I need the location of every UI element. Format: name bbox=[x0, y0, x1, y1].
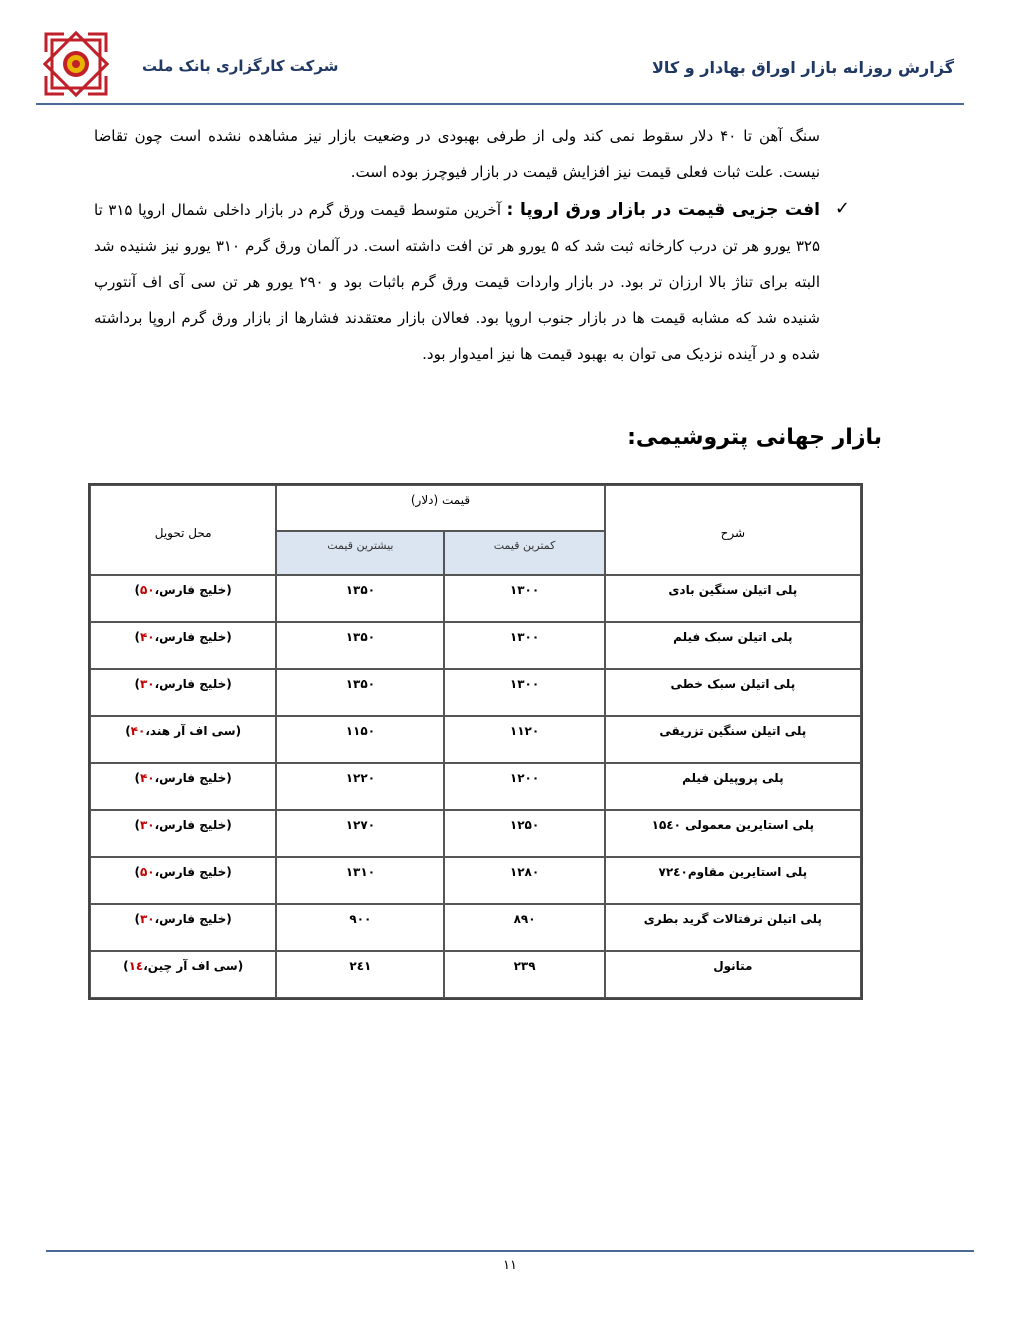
cell-min-price: ۱۲۰۰ bbox=[444, 763, 604, 810]
cell-min-price: ۲۳۹ bbox=[444, 951, 604, 998]
cell-min-price: ۱۱۲۰ bbox=[444, 716, 604, 763]
header-divider bbox=[36, 103, 964, 105]
delivery-close: ) bbox=[134, 771, 140, 785]
cell-product-name: پلی پروپیلن فیلم bbox=[605, 763, 861, 810]
cell-min-price: ۱۳۰۰ bbox=[444, 622, 604, 669]
report-title: گزارش روزانه بازار اوراق بهادار و کالا bbox=[651, 58, 954, 77]
table-row bbox=[90, 622, 861, 669]
cell-product-name: متانول bbox=[605, 951, 861, 998]
cell-max-price: ۹۰۰ bbox=[276, 904, 444, 951]
paragraph-europe-steel bbox=[94, 192, 820, 372]
cell-delivery bbox=[90, 622, 276, 669]
delivery-location: (خلیج فارس، bbox=[154, 865, 232, 879]
table-row bbox=[90, 951, 861, 998]
delivery-close: ) bbox=[134, 865, 140, 879]
cell-max-price: ۱۳۵۰ bbox=[276, 575, 444, 622]
delivery-location: (خلیج فارس، bbox=[154, 583, 232, 597]
cell-max-price: ۱۳۵۰ bbox=[276, 622, 444, 669]
cell-min-price: ۱۲۸۰ bbox=[444, 857, 604, 904]
cell-delivery bbox=[90, 575, 276, 622]
cell-delivery bbox=[90, 904, 276, 951]
cell-max-price: ۱۱۵۰ bbox=[276, 716, 444, 763]
column-header-price: قیمت (دلار) bbox=[276, 485, 604, 531]
cell-product-name: پلی استایرین معمولی ۱۵٤۰ bbox=[605, 810, 861, 857]
cell-product-name: پلی استایرین مقاوم۷۲٤۰ bbox=[605, 857, 861, 904]
section-title-petrochemical: بازار جهانی پتروشیمی: bbox=[627, 425, 882, 450]
table-row bbox=[90, 857, 861, 904]
cell-max-price: ۱۲۲۰ bbox=[276, 763, 444, 810]
delivery-close: ) bbox=[134, 912, 140, 926]
cell-delivery bbox=[90, 669, 276, 716]
delivery-location: (خلیج فارس، bbox=[154, 771, 232, 785]
cell-delivery bbox=[90, 763, 276, 810]
table-row bbox=[90, 575, 861, 622]
cell-product-name: پلی اتیلن سنگین بادی bbox=[605, 575, 861, 622]
column-header-delivery: محل تحویل bbox=[90, 485, 276, 575]
cell-min-price: ۱۲۵۰ bbox=[444, 810, 604, 857]
delivery-location: (خلیج فارس، bbox=[154, 630, 232, 644]
delivery-code: ۴۰ bbox=[130, 724, 146, 738]
table-row bbox=[90, 904, 861, 951]
cell-product-name: پلی اتیلن ترفتالات گرید بطری bbox=[605, 904, 861, 951]
delivery-code: ۵۰ bbox=[139, 583, 155, 597]
delivery-code: ۴۰ bbox=[139, 630, 155, 644]
delivery-location: (خلیج فارس، bbox=[154, 818, 232, 832]
delivery-location: (خلیج فارس، bbox=[154, 912, 232, 926]
delivery-location: (سی اف آر هند، bbox=[145, 724, 242, 738]
column-header-min-price: کمترین قیمت bbox=[444, 531, 604, 575]
delivery-code: ۱٤ bbox=[128, 959, 144, 973]
bank-mellat-logo-icon bbox=[40, 28, 112, 100]
table-row bbox=[90, 763, 861, 810]
delivery-close: ) bbox=[134, 630, 140, 644]
footer-divider bbox=[46, 1250, 974, 1252]
paragraph-europe-steel-heading: افت جزیی قیمت در بازار ورق اروپا : bbox=[506, 200, 820, 220]
table-row bbox=[90, 716, 861, 763]
delivery-location: (سی اف آر چین، bbox=[143, 959, 244, 973]
paragraph-iron-ore: سنگ آهن تا ۴۰ دلار سقوط نمی کند ولی از طرفی بهبودی در وضعیت بازار نیز مشاهده نشده است چون تقاضا نیست. علت ثبات فعلی قیمت نیز افزایش قیمت در بازار فیوچرز بوده است. bbox=[94, 127, 820, 181]
delivery-close: ) bbox=[134, 583, 140, 597]
cell-max-price: ۱۲۷۰ bbox=[276, 810, 444, 857]
delivery-location: (خلیج فارس، bbox=[154, 677, 232, 691]
delivery-code: ۳۰ bbox=[139, 912, 155, 926]
petrochemical-price-table bbox=[88, 483, 863, 1000]
delivery-close: ) bbox=[125, 724, 131, 738]
column-header-max-price: بیشترین قیمت bbox=[276, 531, 444, 575]
cell-min-price: ۱۳۰۰ bbox=[444, 669, 604, 716]
cell-product-name: پلی اتیلن سنگین تزریقی bbox=[605, 716, 861, 763]
delivery-close: ) bbox=[134, 677, 140, 691]
delivery-code: ۵۰ bbox=[139, 865, 155, 879]
cell-delivery bbox=[90, 716, 276, 763]
delivery-code: ۳۰ bbox=[139, 818, 155, 832]
delivery-code: ۳۰ bbox=[139, 677, 155, 691]
page-number: ۱۱ bbox=[503, 1258, 517, 1273]
cell-product-name: پلی اتیلن سبک فیلم bbox=[605, 622, 861, 669]
cell-product-name: پلی اتیلن سبک خطی bbox=[605, 669, 861, 716]
cell-delivery bbox=[90, 857, 276, 904]
cell-max-price: ۲٤۱ bbox=[276, 951, 444, 998]
delivery-close: ) bbox=[134, 818, 140, 832]
delivery-close: ) bbox=[123, 959, 129, 973]
cell-max-price: ۱۳۱۰ bbox=[276, 857, 444, 904]
company-name: شرکت کارگزاری بانک ملت bbox=[142, 57, 339, 75]
column-header-description: شرح bbox=[605, 485, 861, 575]
delivery-code: ۴۰ bbox=[139, 771, 155, 785]
cell-max-price: ۱۳۵۰ bbox=[276, 669, 444, 716]
checkmark-icon: ✓ bbox=[834, 198, 850, 219]
cell-min-price: ۸۹۰ bbox=[444, 904, 604, 951]
cell-delivery bbox=[90, 951, 276, 998]
table-row bbox=[90, 810, 861, 857]
cell-delivery bbox=[90, 810, 276, 857]
table-row bbox=[90, 669, 861, 716]
cell-min-price: ۱۳۰۰ bbox=[444, 575, 604, 622]
paragraph-europe-steel-text: آخرین متوسط قیمت ورق گرم در بازار داخلی شمال اروپا ۳۱۵ تا ۳۲۵ یورو هر تن درب کارخانه ثبت شد که ۵ یورو هر تن افت داشته است. در آلمان ورق گرم ۳۱۰ یورو نیز شنیده شد البته برای تناژ بالا ارزان تر بود. در بازار واردات قیمت ورق گرم باثبات بود و ۲۹۰ یورو هر تن سی آی اف آنتورپ شنیده شد که مشابه قیمت ها در بازار جنوب اروپا بود. فعالان بازار معتقدند فشارها از بازار ورق گرم اروپا برداشته شده و در آینده نزدیک می توان به بهبود قیمت ها نیز امیدوار بود. bbox=[94, 201, 820, 363]
